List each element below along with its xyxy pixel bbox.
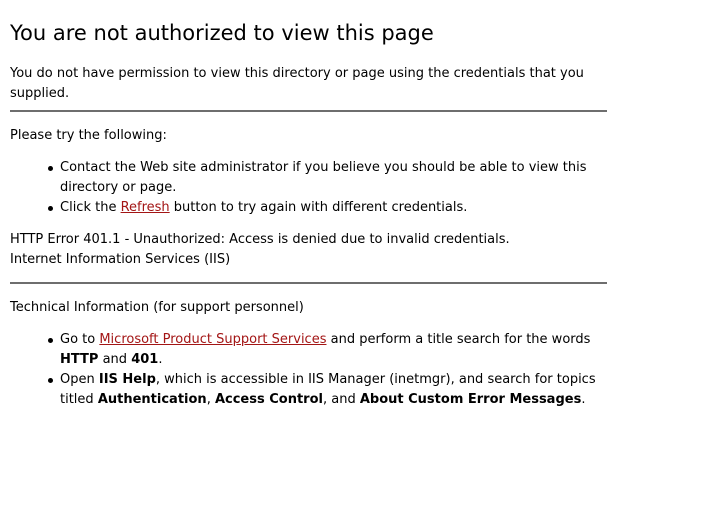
tech-heading: Technical Information (for support personnel) [10, 300, 304, 315]
divider-bottom [10, 282, 607, 284]
list-item-refresh [60, 198, 610, 218]
tech-list [10, 330, 610, 410]
support-services-link[interactable]: Microsoft Product Support Services [99, 332, 327, 347]
open-mid-text: , which is accessible in IIS Manager (inetmgr), and search for topics titled [60, 372, 596, 407]
period-text: . [158, 352, 163, 367]
and-word-text: , and [322, 392, 360, 407]
intro-text: You do not have permission to view this directory or page using the credentials that you supplied. [10, 66, 584, 101]
contact-text: Contact the Web site administrator if you believe you should be able to view this directory or page. [60, 160, 587, 195]
iis-line: Internet Information Services (IIS) [10, 252, 231, 267]
error-line: HTTP Error 401.1 - Unauthorized: Access is denied due to invalid credentials. [10, 232, 510, 247]
topic-access-control: Access Control [214, 392, 323, 407]
topic-authentication: Authentication [97, 392, 207, 407]
refresh-link[interactable]: Refresh [120, 200, 170, 215]
keyword-401: 401 [131, 352, 159, 367]
keyword-http: HTTP [60, 352, 99, 367]
divider-top [10, 110, 607, 112]
page-title: You are not authorized to view this page [10, 21, 434, 45]
try-heading: Please try the following: [10, 128, 167, 143]
list-item-contact [60, 158, 610, 198]
comma-text: , [206, 392, 215, 407]
topic-custom-errors: About Custom Error Messages [359, 392, 582, 407]
iis-help-text: IIS Help [98, 372, 156, 387]
list-item-iis-help [60, 370, 610, 410]
open-pre-text: Open [60, 372, 99, 387]
goto-pre-text: Go to [60, 332, 100, 347]
click-pre-text: Click the [60, 200, 121, 215]
click-post-text: button to try again with different credentials. [169, 200, 468, 215]
and-text: and [98, 352, 132, 367]
final-period-text: . [581, 392, 586, 407]
list-item-support [60, 330, 610, 370]
goto-mid-text: and perform a title search for the words [326, 332, 591, 347]
try-list [10, 158, 610, 218]
